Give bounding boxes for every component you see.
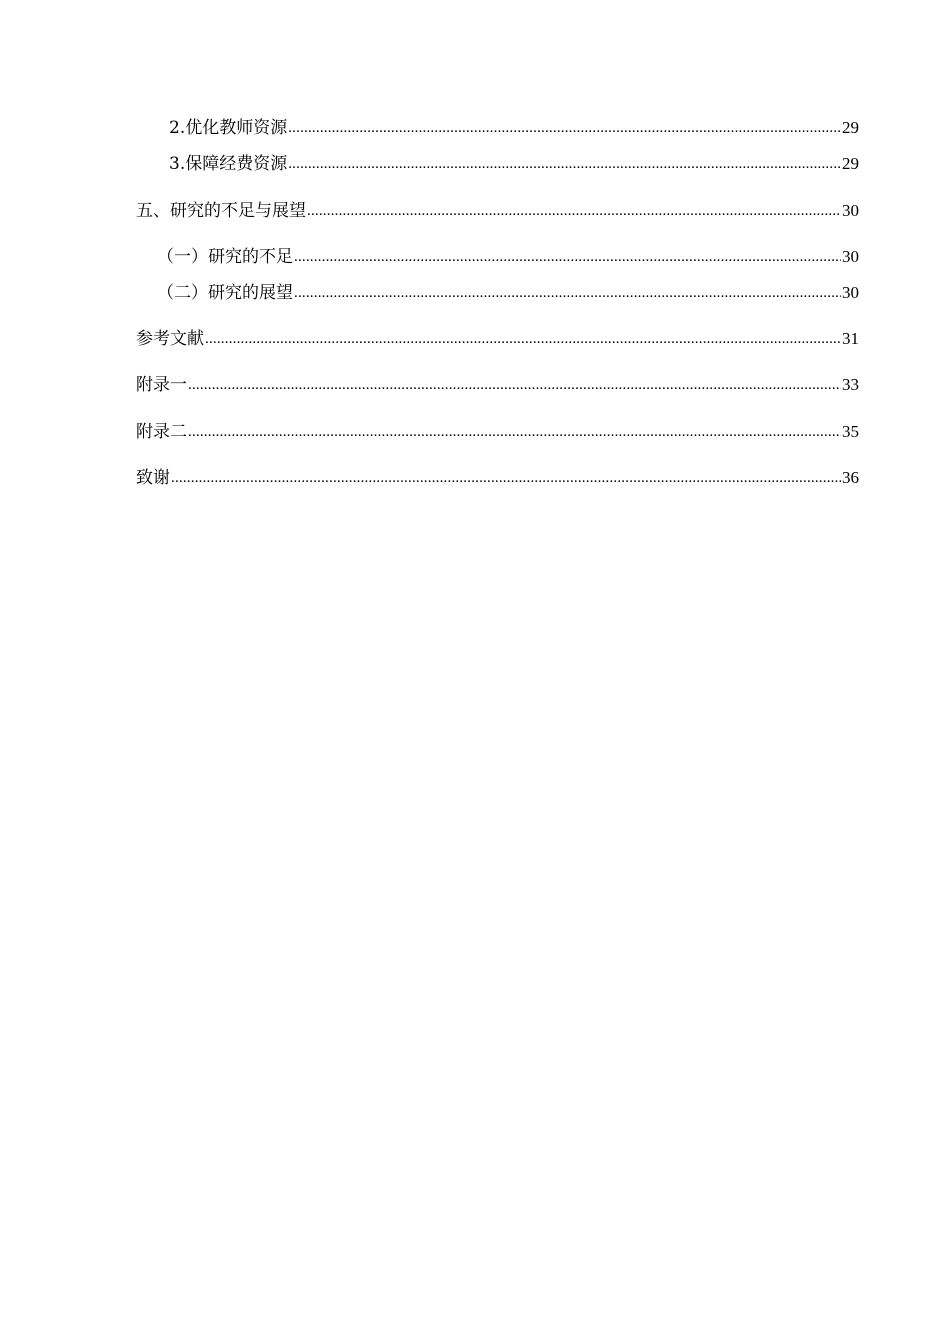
toc-dot-leader	[294, 281, 841, 305]
toc-entry-page-number: 30	[842, 283, 859, 302]
toc-entry-page-number: 30	[842, 247, 859, 266]
toc-dot-leader	[188, 420, 841, 444]
toc-entry-page-number: 36	[842, 468, 859, 487]
toc-entry-page-number: 29	[842, 154, 859, 173]
toc-entry-page-number: 29	[842, 118, 859, 137]
toc-entry-label: 2.优化教师资源	[169, 118, 288, 138]
toc-entry-guarantee-funding[interactable]	[169, 152, 859, 176]
toc-dot-leader	[288, 152, 841, 176]
toc-dot-leader	[171, 466, 841, 490]
toc-entry-label: （一）研究的不足	[157, 247, 293, 267]
toc-entry-label: 附录二	[136, 422, 187, 442]
toc-dot-leader	[205, 327, 841, 351]
toc-entry-acknowledgements[interactable]	[136, 466, 859, 490]
toc-entry-references[interactable]	[136, 327, 859, 351]
toc-entry-page-number: 30	[842, 201, 859, 220]
toc-entry-research-shortcomings[interactable]	[157, 245, 859, 269]
toc-entry-label: 五、研究的不足与展望	[136, 201, 306, 221]
toc-entry-section-five[interactable]	[136, 199, 859, 223]
toc-dot-leader	[294, 245, 841, 269]
toc-entry-page-number: 31	[842, 329, 859, 348]
toc-entry-label: （二）研究的展望	[157, 283, 293, 303]
toc-entry-label: 附录一	[136, 375, 187, 395]
toc-entry-research-outlook[interactable]	[157, 281, 859, 305]
toc-dot-leader	[288, 116, 841, 140]
toc-dot-leader	[307, 199, 841, 223]
toc-entry-page-number: 33	[842, 375, 859, 394]
toc-entry-appendix-one[interactable]	[136, 373, 859, 397]
toc-entry-page-number: 35	[842, 422, 859, 441]
toc-entry-label: 3.保障经费资源	[169, 154, 288, 174]
toc-entry-label: 致谢	[136, 468, 170, 488]
toc-entry-optimize-teacher-resources[interactable]	[169, 116, 859, 140]
toc-entry-appendix-two[interactable]	[136, 420, 859, 444]
toc-dot-leader	[188, 373, 841, 397]
toc-entry-label: 参考文献	[136, 329, 204, 349]
